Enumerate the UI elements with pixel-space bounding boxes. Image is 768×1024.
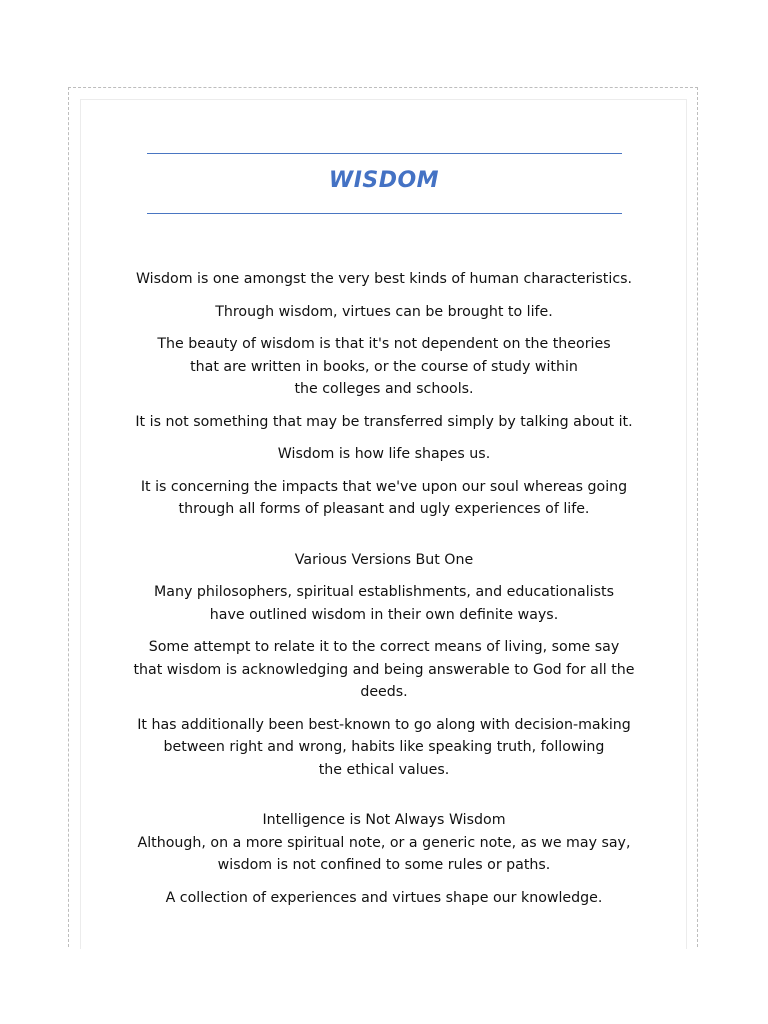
text-line: The beauty of wisdom is that it's not dependent on the theories bbox=[157, 336, 611, 352]
text-line: Wisdom is how life shapes us. bbox=[277, 446, 491, 462]
text-line: deeds. bbox=[360, 684, 408, 700]
paragraph bbox=[100, 301, 668, 324]
text-line: through all forms of pleasant and ugly experiences of life. bbox=[178, 501, 590, 517]
document-title: WISDOM bbox=[328, 168, 440, 193]
paragraph bbox=[100, 443, 668, 466]
paragraph bbox=[100, 268, 668, 291]
text-line: the ethical values. bbox=[318, 761, 450, 778]
title-rule-top bbox=[147, 153, 622, 154]
section-heading-text: Intelligence is Not Always Wisdom bbox=[262, 812, 506, 828]
paragraph bbox=[100, 411, 668, 434]
section-heading bbox=[100, 809, 668, 832]
section-heading bbox=[100, 549, 668, 572]
section-heading-text: Various Versions But One bbox=[294, 551, 474, 568]
text-line: Many philosophers, spiritual establishments, and educationalists bbox=[154, 584, 614, 600]
text-line: have outlined wisdom in their own definite ways. bbox=[209, 606, 559, 623]
text-line: Some attempt to relate it to the correct means of living, some say bbox=[148, 639, 620, 655]
paragraph bbox=[100, 333, 668, 401]
text-line: Wisdom is one amongst the very best kinds of human characteristics. bbox=[135, 271, 633, 287]
section-gap bbox=[100, 791, 668, 809]
text-line: It is concerning the impacts that we've upon our soul whereas going bbox=[140, 478, 628, 495]
text-line: the colleges and schools. bbox=[294, 381, 474, 397]
text-line: A collection of experiences and virtues shape our knowledge. bbox=[165, 889, 603, 906]
title-rule-bottom bbox=[147, 213, 622, 214]
section-gap bbox=[100, 531, 668, 549]
paragraph bbox=[100, 476, 668, 521]
paragraph bbox=[100, 714, 668, 782]
paragraph bbox=[100, 581, 668, 626]
text-line: Although, on a more spiritual note, or a generic note, as we may say, bbox=[137, 834, 631, 851]
text-line: Through wisdom, virtues can be brought to life. bbox=[215, 303, 553, 320]
paragraph bbox=[100, 636, 668, 704]
paragraph bbox=[100, 832, 668, 877]
text-line: that wisdom is acknowledging and being answerable to God for all the bbox=[133, 661, 635, 678]
text-line: It has additionally been best-known to go along with decision-making bbox=[137, 716, 631, 733]
text-line: between right and wrong, habits like speaking truth, following bbox=[163, 739, 605, 755]
text-line: wisdom is not confined to some rules or paths. bbox=[217, 857, 551, 873]
text-line: that are written in books, or the course of study within bbox=[190, 358, 578, 375]
paragraph bbox=[100, 887, 668, 910]
text-line: It is not something that may be transferred simply by talking about it. bbox=[135, 413, 633, 430]
document-body bbox=[100, 268, 668, 919]
